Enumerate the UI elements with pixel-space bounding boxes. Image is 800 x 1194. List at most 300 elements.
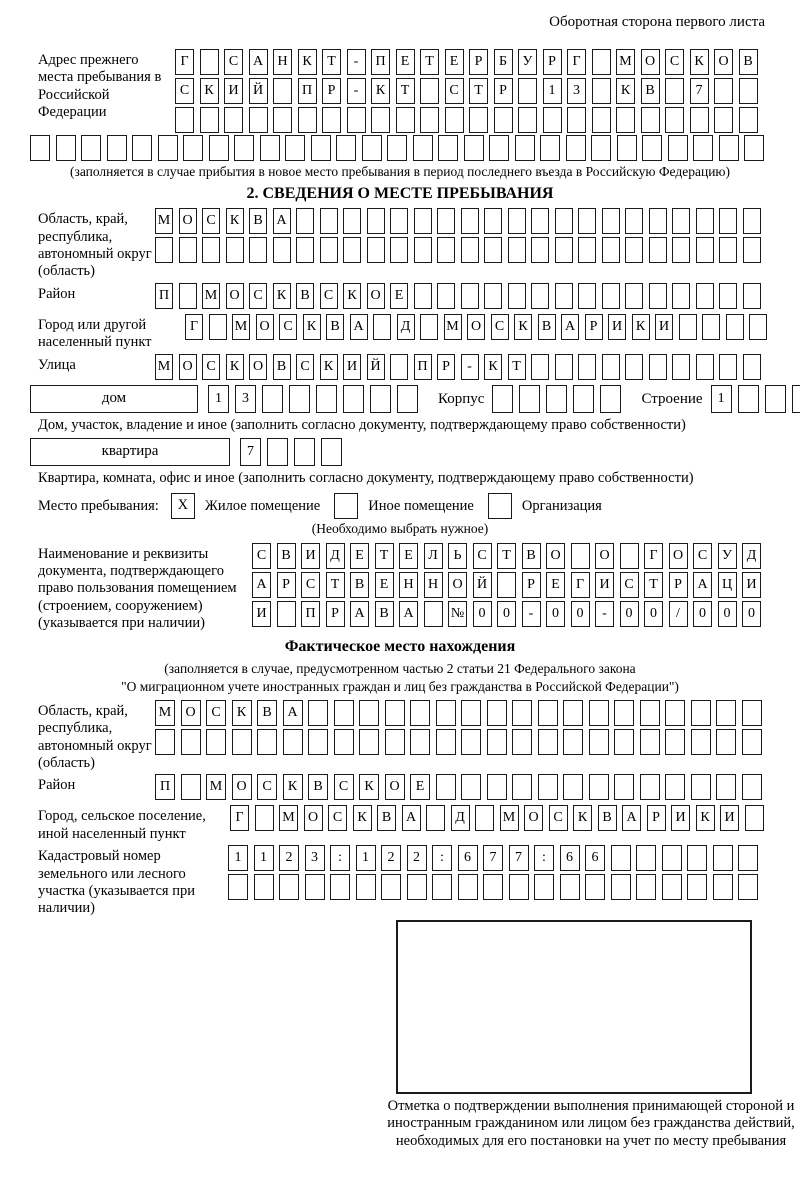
char-box: : xyxy=(534,845,554,871)
char-box xyxy=(719,135,739,161)
char-box xyxy=(497,572,516,598)
char-box: О xyxy=(385,774,405,800)
checkbox-organization xyxy=(488,493,512,519)
char-box xyxy=(649,354,667,380)
char-box: 0 xyxy=(742,601,761,627)
char-box xyxy=(555,354,573,380)
char-box xyxy=(179,237,197,263)
char-box xyxy=(436,729,456,755)
char-box: С xyxy=(279,314,297,340)
char-box xyxy=(469,107,488,133)
char-box xyxy=(347,107,366,133)
char-box: Н xyxy=(273,49,292,75)
actual-location-note-2: "О миграционном учете иностранных граждан и лиц без гражданства в Российской Федерации") xyxy=(121,678,679,694)
char-box xyxy=(107,135,127,161)
char-box xyxy=(555,237,573,263)
char-box xyxy=(714,107,733,133)
char-box xyxy=(132,135,152,161)
char-box xyxy=(540,135,560,161)
char-box: Р xyxy=(322,78,341,104)
char-box xyxy=(614,774,634,800)
char-box xyxy=(738,845,758,871)
char-box: М xyxy=(444,314,462,340)
char-box xyxy=(414,237,432,263)
char-box: И xyxy=(720,805,739,831)
char-box xyxy=(739,78,758,104)
char-box xyxy=(226,237,244,263)
char-box: Т xyxy=(396,78,415,104)
char-box xyxy=(438,135,458,161)
actual-district-row xyxy=(155,774,770,800)
char-box xyxy=(390,354,408,380)
char-box: У xyxy=(518,49,537,75)
char-box: М xyxy=(616,49,635,75)
char-box: Е xyxy=(396,49,415,75)
char-box xyxy=(30,135,50,161)
char-box xyxy=(515,135,535,161)
char-box xyxy=(181,774,201,800)
char-box xyxy=(267,438,288,466)
char-box: К xyxy=(320,354,338,380)
char-box: И xyxy=(742,572,761,598)
char-box xyxy=(294,438,315,466)
char-box xyxy=(508,283,526,309)
char-box xyxy=(373,314,391,340)
char-box xyxy=(571,543,590,569)
char-box xyxy=(305,874,325,900)
char-box: 6 xyxy=(585,845,605,871)
char-box: - xyxy=(347,49,366,75)
char-box xyxy=(202,237,220,263)
char-box: П xyxy=(155,774,175,800)
char-box xyxy=(672,354,690,380)
char-box xyxy=(512,729,532,755)
char-box xyxy=(249,237,267,263)
char-box xyxy=(359,729,379,755)
char-box xyxy=(390,237,408,263)
prev-address-row-1 xyxy=(175,49,770,75)
char-box xyxy=(636,845,656,871)
char-box: О xyxy=(256,314,274,340)
char-box: А xyxy=(693,572,712,598)
char-box xyxy=(560,874,580,900)
char-box xyxy=(390,208,408,234)
char-box: Б xyxy=(494,49,513,75)
char-box: Ц xyxy=(718,572,737,598)
char-box xyxy=(413,135,433,161)
char-box xyxy=(743,208,761,234)
char-box xyxy=(555,283,573,309)
char-box: С xyxy=(206,700,226,726)
char-box xyxy=(228,874,248,900)
char-box xyxy=(461,208,479,234)
stay-type-row xyxy=(30,493,770,519)
char-box: О xyxy=(467,314,485,340)
char-box xyxy=(407,874,427,900)
char-box xyxy=(512,700,532,726)
char-box xyxy=(483,874,503,900)
char-box: П xyxy=(155,283,173,309)
char-box: 0 xyxy=(693,601,712,627)
char-box xyxy=(362,135,382,161)
stamp-caption: Отметка о подтверждении выполнения принимающей стороной и иностранным гражданином или лицом без гражданства действий, необходимых для его постановки на учет по месту пребывания xyxy=(387,1097,795,1150)
stroenie-label: Строение xyxy=(641,390,703,407)
char-box xyxy=(458,874,478,900)
char-box xyxy=(81,135,101,161)
char-box xyxy=(744,135,764,161)
char-box xyxy=(713,845,733,871)
char-box: В xyxy=(375,601,394,627)
char-box: К xyxy=(232,700,252,726)
checkbox-residential: X xyxy=(171,493,195,519)
char-box: А xyxy=(252,572,271,598)
char-box: К xyxy=(283,774,303,800)
char-box: Д xyxy=(326,543,345,569)
char-box xyxy=(508,237,526,263)
char-box xyxy=(155,237,173,263)
char-box: И xyxy=(671,805,690,831)
char-box: М xyxy=(202,283,220,309)
char-box: М xyxy=(155,700,175,726)
char-box xyxy=(531,237,549,263)
char-box xyxy=(543,107,562,133)
char-box: И xyxy=(608,314,626,340)
prev-address-row-3 xyxy=(175,107,770,133)
char-box xyxy=(589,729,609,755)
char-box xyxy=(719,283,737,309)
char-box: Г xyxy=(230,805,249,831)
char-box: В xyxy=(308,774,328,800)
char-box: В xyxy=(277,543,296,569)
char-box xyxy=(743,237,761,263)
char-box xyxy=(591,135,611,161)
char-box xyxy=(492,385,513,413)
char-box xyxy=(739,107,758,133)
checkbox-other-premises xyxy=(334,493,358,519)
char-box xyxy=(592,107,611,133)
korpus-cells xyxy=(492,377,627,393)
char-box xyxy=(567,107,586,133)
document-group xyxy=(30,543,770,633)
char-box xyxy=(181,729,201,755)
char-box: О xyxy=(304,805,323,831)
char-box xyxy=(743,283,761,309)
char-box: 7 xyxy=(509,845,529,871)
char-box: В xyxy=(326,314,344,340)
char-box xyxy=(512,774,532,800)
char-box xyxy=(719,208,737,234)
char-box xyxy=(696,354,714,380)
char-box: 1 xyxy=(543,78,562,104)
char-box: А xyxy=(399,601,418,627)
char-box xyxy=(279,874,299,900)
char-box: В xyxy=(377,805,396,831)
stamp-area xyxy=(382,920,800,1151)
char-box: 1 xyxy=(254,845,274,871)
char-box: С xyxy=(620,572,639,598)
form-page xyxy=(0,14,800,1151)
char-box: Д xyxy=(451,805,470,831)
char-box xyxy=(277,601,296,627)
char-box xyxy=(285,135,305,161)
char-box xyxy=(602,237,620,263)
char-box xyxy=(578,208,596,234)
char-box: Й xyxy=(249,78,268,104)
page-side-note: Оборотная сторона первого листа xyxy=(549,14,765,30)
char-box xyxy=(625,283,643,309)
char-box: 0 xyxy=(546,601,565,627)
char-box xyxy=(436,700,456,726)
char-box: И xyxy=(595,572,614,598)
char-box xyxy=(487,729,507,755)
char-box: П xyxy=(371,49,390,75)
char-box xyxy=(589,700,609,726)
char-box: 2 xyxy=(279,845,299,871)
char-box xyxy=(359,700,379,726)
char-box xyxy=(716,729,736,755)
char-box: 0 xyxy=(473,601,492,627)
char-box: Г xyxy=(175,49,194,75)
char-box: М xyxy=(500,805,519,831)
char-box xyxy=(665,774,685,800)
actual-region-row-1 xyxy=(155,700,770,726)
char-box xyxy=(385,700,405,726)
char-box xyxy=(343,385,364,413)
char-box: О xyxy=(181,700,201,726)
char-box xyxy=(672,283,690,309)
char-box xyxy=(420,78,439,104)
char-box: В xyxy=(249,208,267,234)
char-box: В xyxy=(257,700,277,726)
char-box: В xyxy=(641,78,660,104)
char-box: Т xyxy=(497,543,516,569)
char-box xyxy=(254,874,274,900)
char-box xyxy=(714,78,733,104)
char-box: У xyxy=(718,543,737,569)
char-box: Е xyxy=(350,543,369,569)
char-box: Т xyxy=(469,78,488,104)
char-box: 6 xyxy=(458,845,478,871)
actual-city-label: Город, сельское поселение, иной населенный пункт xyxy=(38,808,206,842)
char-box: - xyxy=(595,601,614,627)
house-number-cells xyxy=(208,377,424,406)
char-box: Е xyxy=(445,49,464,75)
char-box xyxy=(387,135,407,161)
char-box: 1 xyxy=(228,845,248,871)
char-box xyxy=(641,107,660,133)
char-box: 0 xyxy=(497,601,516,627)
char-box: К xyxy=(573,805,592,831)
char-box: Р xyxy=(543,49,562,75)
char-box xyxy=(370,385,391,413)
char-box: Р xyxy=(494,78,513,104)
char-box xyxy=(585,874,605,900)
char-box xyxy=(563,774,583,800)
house-type-box: дом xyxy=(30,385,198,413)
char-box xyxy=(371,107,390,133)
district-row xyxy=(155,283,770,309)
char-box: И xyxy=(655,314,673,340)
char-box xyxy=(702,314,720,340)
char-box xyxy=(320,208,338,234)
char-box: Й xyxy=(473,572,492,598)
char-box xyxy=(234,135,254,161)
char-box: / xyxy=(669,601,688,627)
char-box xyxy=(316,385,337,413)
char-box xyxy=(484,237,502,263)
char-box: Г xyxy=(185,314,203,340)
char-box xyxy=(662,845,682,871)
char-box xyxy=(696,208,714,234)
prev-address-row-4 xyxy=(30,135,770,161)
char-box xyxy=(620,543,639,569)
actual-city-group xyxy=(30,805,770,843)
char-box: Р xyxy=(469,49,488,75)
char-box: Т xyxy=(420,49,439,75)
char-box xyxy=(665,107,684,133)
option-other-premises-label: Иное помещение xyxy=(368,497,474,514)
char-box xyxy=(260,135,280,161)
char-box: С xyxy=(693,543,712,569)
char-box xyxy=(461,774,481,800)
char-box: Р xyxy=(585,314,603,340)
prev-address-row-2 xyxy=(175,78,770,104)
char-box: К xyxy=(514,314,532,340)
char-box xyxy=(519,385,540,413)
char-box xyxy=(531,283,549,309)
char-box xyxy=(508,208,526,234)
char-box xyxy=(432,874,452,900)
actual-city-row xyxy=(230,805,770,831)
char-box xyxy=(475,805,494,831)
char-box xyxy=(672,208,690,234)
char-box: С xyxy=(549,805,568,831)
char-box: Т xyxy=(508,354,526,380)
char-box: О xyxy=(448,572,467,598)
char-box: С xyxy=(175,78,194,104)
char-box xyxy=(343,208,361,234)
char-box xyxy=(538,700,558,726)
char-box: В xyxy=(296,283,314,309)
char-box xyxy=(437,237,455,263)
char-box xyxy=(158,135,178,161)
korpus-label: Корпус xyxy=(438,390,485,407)
char-box xyxy=(464,135,484,161)
char-box: К xyxy=(303,314,321,340)
char-box: А xyxy=(561,314,579,340)
char-box xyxy=(719,354,737,380)
city-group xyxy=(30,314,770,352)
char-box xyxy=(420,107,439,133)
char-box xyxy=(461,283,479,309)
char-box xyxy=(696,283,714,309)
char-box: 3 xyxy=(567,78,586,104)
char-box xyxy=(396,107,415,133)
char-box xyxy=(672,237,690,263)
char-box xyxy=(336,135,356,161)
char-box xyxy=(649,283,667,309)
char-box xyxy=(614,700,634,726)
char-box xyxy=(461,237,479,263)
section2-title: 2. СВЕДЕНИЯ О МЕСТЕ ПРЕБЫВАНИЯ xyxy=(246,185,554,203)
char-box: В xyxy=(598,805,617,831)
char-box xyxy=(719,237,737,263)
char-box: 3 xyxy=(235,385,256,413)
char-box xyxy=(255,805,274,831)
char-box xyxy=(693,135,713,161)
apartment-row xyxy=(30,438,770,466)
char-box xyxy=(573,385,594,413)
char-box xyxy=(273,107,292,133)
actual-region-group xyxy=(30,700,770,773)
char-box: Т xyxy=(322,49,341,75)
region-label: Область, край, республика, автономный округ (область) xyxy=(38,211,152,280)
char-box xyxy=(320,237,338,263)
char-box xyxy=(206,729,226,755)
char-box: К xyxy=(616,78,635,104)
char-box: 7 xyxy=(240,438,261,466)
char-box: О xyxy=(179,208,197,234)
char-box: Р xyxy=(277,572,296,598)
char-box: О xyxy=(669,543,688,569)
char-box: С xyxy=(202,354,220,380)
char-box: К xyxy=(353,805,372,831)
char-box xyxy=(420,314,438,340)
char-box: Е xyxy=(410,774,430,800)
char-box: И xyxy=(224,78,243,104)
char-box xyxy=(179,283,197,309)
actual-location-title: Фактическое место нахождения xyxy=(284,638,516,656)
apartment-number-cells xyxy=(240,430,348,459)
char-box xyxy=(509,874,529,900)
char-box: 1 xyxy=(356,845,376,871)
char-box xyxy=(743,354,761,380)
cadastre-rows xyxy=(228,845,770,903)
char-box xyxy=(713,874,733,900)
char-box: О xyxy=(546,543,565,569)
char-box: С xyxy=(445,78,464,104)
char-box xyxy=(484,283,502,309)
char-box: Т xyxy=(644,572,663,598)
stay-type-label: Место пребывания: xyxy=(38,497,159,514)
char-box xyxy=(232,729,252,755)
char-box xyxy=(726,314,744,340)
char-box: 6 xyxy=(560,845,580,871)
char-box xyxy=(749,314,767,340)
actual-region-label: Область, край, республика, автономный округ (область) xyxy=(38,702,152,771)
char-box xyxy=(636,874,656,900)
char-box xyxy=(414,283,432,309)
char-box xyxy=(209,135,229,161)
char-box xyxy=(461,729,481,755)
char-box: А xyxy=(350,601,369,627)
char-box xyxy=(691,700,711,726)
char-box xyxy=(679,314,697,340)
char-box: Й xyxy=(367,354,385,380)
char-box: Т xyxy=(326,572,345,598)
char-box: К xyxy=(484,354,502,380)
document-row-3 xyxy=(252,601,770,627)
char-box: А xyxy=(622,805,641,831)
char-box xyxy=(257,729,277,755)
char-box xyxy=(625,237,643,263)
char-box: К xyxy=(226,208,244,234)
char-box xyxy=(437,208,455,234)
char-box: : xyxy=(432,845,452,871)
char-box: 2 xyxy=(381,845,401,871)
char-box: И xyxy=(343,354,361,380)
char-box xyxy=(298,107,317,133)
